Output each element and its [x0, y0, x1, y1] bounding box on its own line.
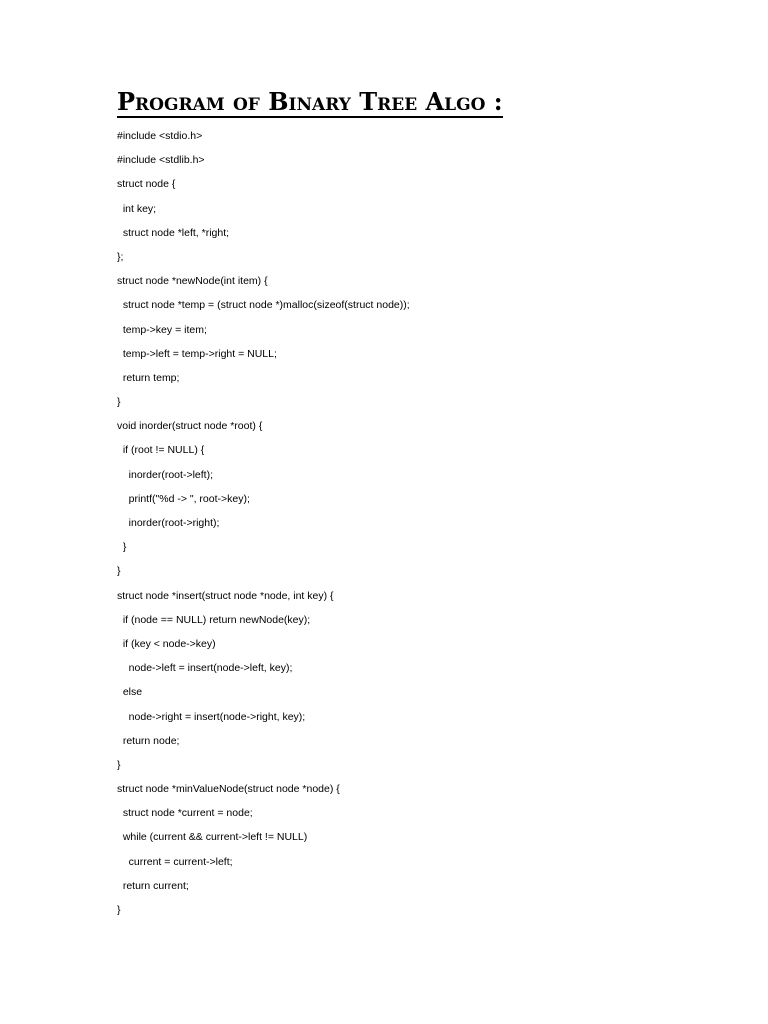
code-line: inorder(root->left);	[117, 468, 213, 481]
code-line: }	[117, 904, 121, 916]
code-line: return node;	[117, 734, 180, 747]
code-line: struct node *minValueNode(struct node *node) {	[117, 783, 340, 796]
code-line: temp->key = item;	[117, 323, 207, 336]
code-line: #include <stdlib.h>	[117, 154, 205, 167]
code-line: if (node == NULL) return newNode(key);	[117, 613, 311, 626]
code-line: node->right = insert(node->right, key);	[117, 710, 306, 723]
page-title: Program of Binary Tree Algo :	[117, 87, 503, 116]
code-line: current = current->left;	[117, 855, 233, 868]
code-line: if (root != NULL) {	[117, 444, 205, 457]
code-line: struct node *temp = (struct node *)malloc(sizeof(struct node));	[117, 299, 410, 312]
code-line: }	[117, 541, 127, 554]
code-line: struct node *current = node;	[117, 807, 253, 820]
code-line: if (key < node->key)	[117, 637, 216, 650]
code-line: }	[117, 396, 121, 409]
code-line: struct node *insert(struct node *node, int key) {	[117, 589, 334, 602]
code-line: struct node *newNode(int item) {	[117, 275, 268, 288]
code-line: #include <stdio.h>	[117, 130, 203, 142]
code-line: }	[117, 758, 121, 771]
code-line: void inorder(struct node *root) {	[117, 420, 263, 433]
code-line: temp->left = temp->right = NULL;	[117, 347, 277, 360]
code-line: return temp;	[117, 371, 180, 384]
code-line: while (current && current->left != NULL)	[117, 831, 308, 844]
code-line: }	[117, 565, 121, 578]
code-line: node->left = insert(node->left, key);	[117, 662, 293, 675]
code-line: struct node {	[117, 178, 176, 191]
code-line: printf("%d -> ", root->key);	[117, 492, 250, 505]
code-line: else	[117, 686, 143, 699]
code-line: struct node *left, *right;	[117, 226, 230, 239]
code-listing	[117, 124, 410, 922]
code-line: int key;	[117, 202, 157, 215]
code-line: return current;	[117, 879, 189, 892]
code-line: inorder(root->right);	[117, 517, 220, 529]
code-line: };	[117, 250, 124, 263]
